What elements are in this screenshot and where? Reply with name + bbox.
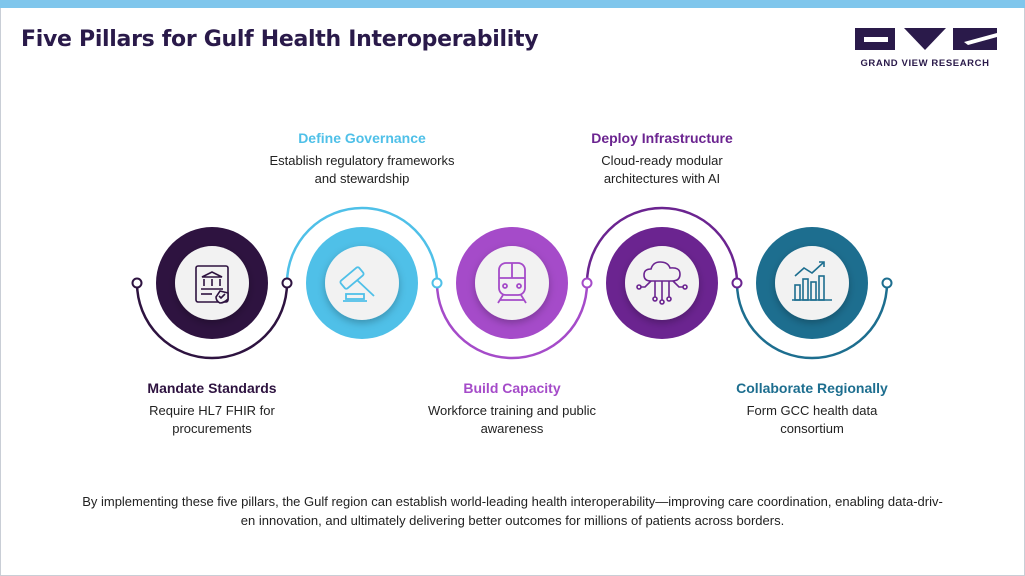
footer-line: en innovation, and ultimately delivering better outcomes for millions of patients across borders. xyxy=(240,513,785,528)
pillar-define-governance xyxy=(306,227,418,339)
label-define-governance xyxy=(242,130,482,188)
pillar-heading: Deploy Infrastructure xyxy=(591,130,733,146)
label-deploy-infrastructure xyxy=(542,130,782,188)
pillar-heading: Build Capacity xyxy=(463,380,561,396)
pillar-description-line: consortium xyxy=(780,421,844,436)
pillar-description-line: Establish regulatory frameworks xyxy=(269,153,455,168)
pillar-deploy-infrastructure xyxy=(606,227,718,339)
pillar-description-line: Require HL7 FHIR for xyxy=(149,403,275,418)
pillar-build-capacity xyxy=(456,227,568,339)
label-build-capacity xyxy=(392,380,632,438)
label-mandate-standards xyxy=(92,380,332,438)
footer-line: By implementing these five pillars, the Gulf region can establish world-leading health interoperability—improving care coordination, enabling data-driv- xyxy=(82,494,943,509)
pillar-description-line: Form GCC health data xyxy=(746,403,878,418)
pillar-mandate-standards xyxy=(156,227,268,339)
pillar-heading: Mandate Standards xyxy=(147,380,277,396)
summary-footer xyxy=(40,492,985,530)
pillar-description-line: awareness xyxy=(480,421,544,436)
pillar-description-line: Workforce training and public xyxy=(427,403,597,418)
page-title: Five Pillars for Gulf Health Interoperability xyxy=(21,27,539,52)
pillar-description-line: architectures with AI xyxy=(603,171,721,186)
pillar-heading: Define Governance xyxy=(298,130,426,146)
pillar-description-line: Cloud-ready modular xyxy=(601,153,723,168)
pillar-heading: Collaborate Regionally xyxy=(736,380,888,396)
pillar-collaborate-regionally xyxy=(756,227,868,339)
pillar-description-line: procurements xyxy=(172,421,252,436)
label-collaborate-regionally xyxy=(692,380,932,438)
logo-text: GRAND VIEW RESEARCH xyxy=(860,58,990,69)
pillar-description-line: and stewardship xyxy=(314,171,410,186)
